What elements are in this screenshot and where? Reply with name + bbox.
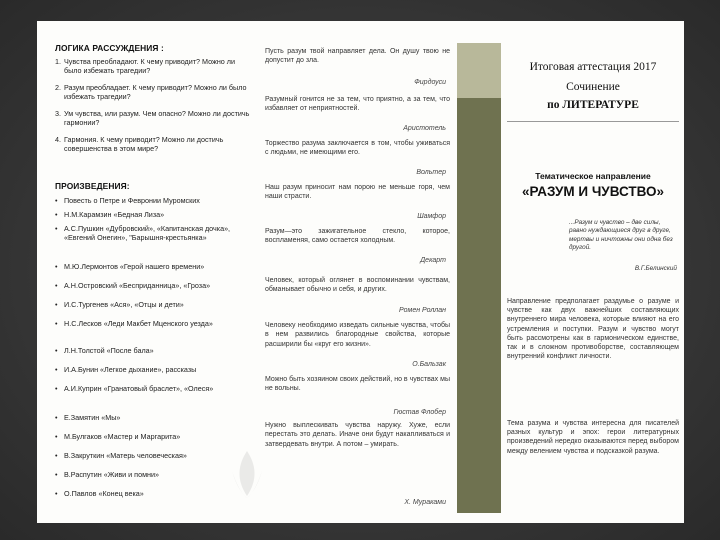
work-title: В.Закруткин «Матерь человеческая» <box>64 451 187 460</box>
logic-number: 2. <box>55 83 61 92</box>
direction-paragraph: Направление предполагает раздумье о разуме и чувстве как двух важнейших составляющих внутреннего мира человека, которые влияют на его устремления и поступки. Разум и чувство могут быть рассмотрены как в гармоническом единстве, так и в сложном противоборстве, составляющем внутренний конфликт личности. <box>507 298 679 361</box>
quote-text: Разумный гонится не за тем, что приятно, а за тем, что избавляет от неприятностей. <box>265 96 450 113</box>
quote-author: О.Бальзак <box>412 361 446 368</box>
work-title: М.Ю.Лермонтов «Герой нашего времени» <box>64 262 205 271</box>
logic-number: 3. <box>55 109 61 118</box>
cover-divider <box>507 121 679 122</box>
work-title: Н.М.Карамзин «Бедная Лиза» <box>64 210 165 219</box>
work-title: И.С.Тургенев «Ася», «Отцы и дети» <box>64 300 184 309</box>
bullet-icon: • <box>55 224 58 233</box>
bullet-icon: • <box>55 451 58 460</box>
quote-author: Декарт <box>420 257 446 264</box>
cover-title-line3: по ЛИТЕРАТУРЕ <box>547 99 639 111</box>
logic-number: 1. <box>55 57 61 66</box>
bullet-icon: • <box>55 281 58 290</box>
bullet-icon: • <box>55 210 58 219</box>
bullet-icon: • <box>55 262 58 271</box>
bullet-icon: • <box>55 196 58 205</box>
bullet-icon: • <box>55 489 58 498</box>
theme-name: «РАЗУМ И ЧУВСТВО» <box>521 184 665 199</box>
theme-label: Тематическое направление <box>535 171 651 181</box>
epigraph: ...Разум и чувство – две силы, равно нуждающиеся друг в друге, мертвы и ничтожны они одна без другой. <box>569 219 673 252</box>
bullet-icon: • <box>55 300 58 309</box>
work-title: Н.С.Лесков «Леди Макбет Мценского уезда» <box>64 319 213 328</box>
quote-author: Х. Мураками <box>404 499 446 506</box>
cover-title-line1: Итоговая аттестация 2017 <box>529 61 657 73</box>
logic-text: Разум преобладает. К чему приводит? Можно ли было избежать трагедии? <box>64 83 247 102</box>
quote-text: Нужно выплескивать чувства наружу. Хуже, если перестать это делать. Иначе они будут накапливаться и затвердевать внутри. А потом – умирать. <box>265 422 450 448</box>
column-cover <box>507 21 679 523</box>
quote-text: Человек, который оглянет в воспоминании чувствам, обманывает обычно и себя, и других. <box>265 277 450 294</box>
work-title: М.Булгаков «Мастер и Маргарита» <box>64 432 181 441</box>
work-title: Е.Замятин «Мы» <box>64 413 121 422</box>
bullet-icon: • <box>55 365 58 374</box>
logic-text: Чувства преобладают. К чему приводит? Можно ли было избежать трагедии? <box>64 57 235 76</box>
quote-author: Аристотель <box>403 125 446 132</box>
work-title: Повесть о Петре и Февронии Муромских <box>64 196 200 205</box>
bullet-icon: • <box>55 319 58 328</box>
work-title: Л.Н.Толстой «После бала» <box>64 346 154 355</box>
bullet-icon: • <box>55 432 58 441</box>
quote-text: Человеку необходимо изведать сильные чувства, чтобы в нем развились благородные свойства, которые расширили бы «круг его жизни». <box>265 322 450 348</box>
quote-author: Вольтер <box>416 169 446 176</box>
logic-number: 4. <box>55 135 61 144</box>
lotus-ornament-icon <box>227 446 267 506</box>
bullet-icon: • <box>55 384 58 393</box>
bullet-icon: • <box>55 470 58 479</box>
work-title: В.Распутин «Живи и помни» <box>64 470 159 479</box>
work-title: А.И.Куприн «Гранатовый браслет», «Олеся» <box>64 384 214 393</box>
quote-text: Торжество разума заключается в том, чтобы уживаться с людьми, не имеющими его. <box>265 140 450 157</box>
logic-text: Гармония. К чему приводит? Можно ли достичь совершенства в этом мире? <box>64 135 224 154</box>
decorative-strip-highlight <box>457 43 501 98</box>
decorative-olive-strip <box>457 43 501 513</box>
work-title: О.Павлов «Конец века» <box>64 489 144 498</box>
column-quotes <box>265 21 450 523</box>
works-heading: ПРОИЗВЕДЕНИЯ: <box>55 181 130 191</box>
bullet-icon: • <box>55 346 58 355</box>
work-title: И.А.Бунин «Легкое дыхание», рассказы <box>64 365 197 374</box>
work-title: А.Н.Островский «Бесприданница», «Гроза» <box>64 281 211 290</box>
quote-author: Гюстав Флобер <box>393 409 446 416</box>
logic-text: Ум чувства, или разум. Чем опасно? Можно ли достичь гармонии? <box>64 109 250 128</box>
logic-heading: ЛОГИКА РАССУЖДЕНИЯ : <box>55 43 164 53</box>
column-logic-and-works <box>55 21 255 523</box>
quote-text: Можно быть хозяином своих действий, но в чувствах мы не вольны. <box>265 376 450 393</box>
quote-author: Ромен Роллан <box>399 307 446 314</box>
work-title: А.С.Пушкин «Дубровский», «Капитанская дочка», «Евгений Онегин», "Барышня-крестьянка» <box>64 224 231 243</box>
brochure-page <box>37 21 684 523</box>
cover-title-line2: Сочинение <box>566 81 620 93</box>
quote-author: Шамфор <box>417 213 446 220</box>
bullet-icon: • <box>55 413 58 422</box>
quote-text: Наш разум приносит нам порою не меньше горя, чем наши страсти. <box>265 184 450 201</box>
quote-text: Разум—это зажигательное стекло, которое, воспламеняя, само остается холодным. <box>265 228 450 245</box>
epigraph-author: В.Г.Белинский <box>634 265 677 272</box>
quote-author: Фирдоуси <box>414 79 446 86</box>
quote-text: Пусть разум твой направляет дела. Он душу твою не допустит до зла. <box>265 48 450 65</box>
theme-paragraph: Тема разума и чувства интересна для писателей разных культур и эпох: герои литературных произведений нередко оказываются перед выбором между велением чувства и подсказкой разума. <box>507 420 679 455</box>
